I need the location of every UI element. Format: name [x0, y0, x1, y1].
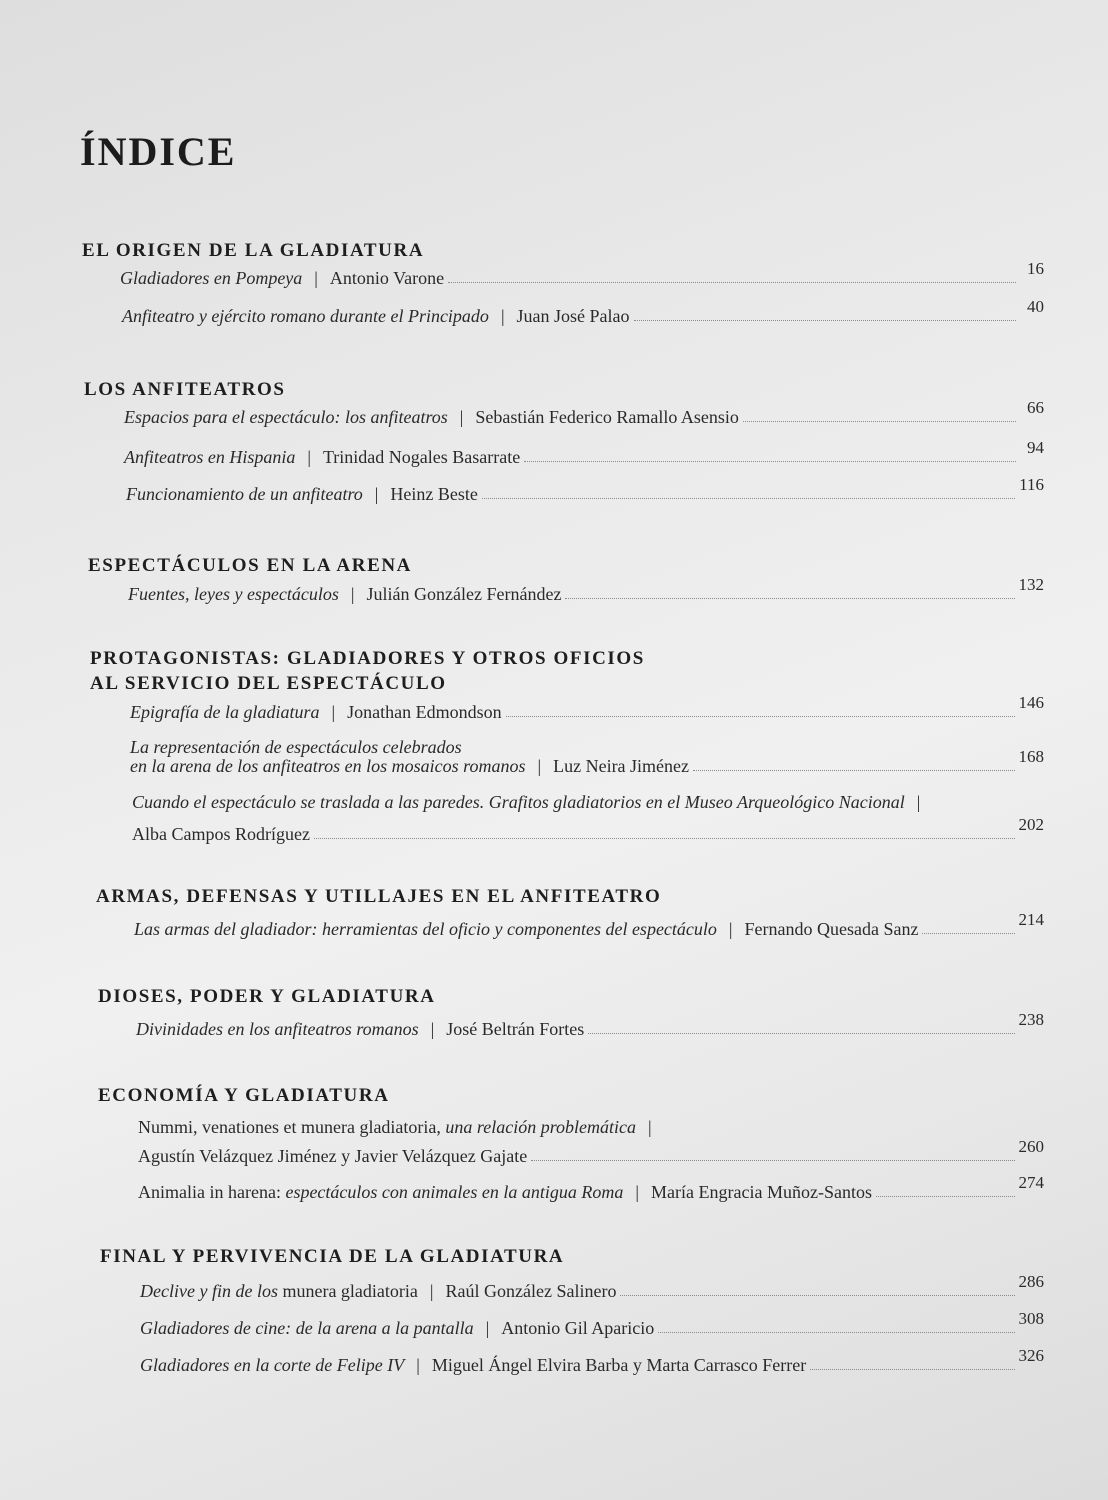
separator: |: [350, 584, 355, 604]
toc-entry-header: [132, 792, 932, 813]
dot-leader: [693, 770, 1014, 771]
section-title: ESPECTÁCULOS EN LA ARENA: [88, 555, 412, 576]
dot-leader: [922, 933, 1014, 934]
dot-leader: [588, 1033, 1014, 1034]
article-title: munera gladiatoria: [282, 1281, 418, 1301]
article-title: Nummi, venationes et munera gladiatoria,: [138, 1117, 441, 1137]
dot-leader: [565, 598, 1014, 599]
author: Alba Campos Rodríguez: [132, 824, 310, 844]
dot-leader: [876, 1196, 1015, 1197]
section-title: PROTAGONISTAS: GLADIADORES Y OTROS OFICIOS: [90, 648, 645, 669]
dot-leader: [743, 421, 1016, 422]
dot-leader: [634, 320, 1016, 321]
page-number: 214: [1018, 910, 1044, 929]
page-number: 66: [1027, 398, 1044, 417]
section-title: DIOSES, PODER Y GLADIATURA: [98, 986, 436, 1007]
page-number: 260: [1018, 1137, 1044, 1156]
page-number: 116: [1019, 475, 1044, 494]
author: José Beltrán Fortes: [446, 1019, 585, 1039]
section-title-continued: AL SERVICIO DEL ESPECTÁCULO: [90, 673, 447, 694]
separator: |: [429, 1281, 434, 1301]
author: Heinz Beste: [390, 484, 478, 504]
article-title: Animalia in harena:: [138, 1182, 281, 1202]
author: Agustín Velázquez Jiménez y Javier Velázquez Gajate: [138, 1146, 528, 1166]
section-title: FINAL Y PERVIVENCIA DE LA GLADIATURA: [100, 1246, 565, 1267]
author: Miguel Ángel Elvira Barba y Marta Carrasco Ferrer: [431, 1355, 807, 1375]
page-number: 168: [1018, 747, 1044, 766]
dot-leader: [506, 716, 1015, 717]
author: Juan José Palao: [516, 306, 630, 326]
toc-entry: [132, 815, 1044, 845]
page-number: 40: [1027, 297, 1044, 316]
author: Julián González Fernández: [366, 584, 562, 604]
article-title: Gladiadores en la corte de Felipe IV: [140, 1355, 405, 1375]
article-title: Fuentes, leyes y espectáculos: [128, 584, 339, 604]
toc-entry: [140, 1346, 1044, 1376]
toc-entry: [130, 693, 1044, 723]
page-number: 238: [1018, 1010, 1044, 1029]
article-title: Anfiteatro y ejército romano durante el Principado: [122, 306, 489, 326]
article-title-italic: Declive y fin de los: [140, 1281, 278, 1301]
dot-leader: [658, 1332, 1014, 1333]
article-title: Las armas del gladiador: herramientas del oficio y componentes del espectáculo: [134, 919, 717, 939]
dot-leader: [314, 838, 1015, 839]
toc-entry: [140, 1272, 1044, 1302]
toc-entry: [124, 398, 1044, 428]
toc-entry: [138, 1137, 1044, 1167]
separator: |: [430, 1019, 435, 1039]
page-number: 326: [1018, 1346, 1044, 1365]
article-title: Cuando el espectáculo se traslada a las paredes. Grafitos gladiatorios en el Museo Arqueológico Nacional: [132, 792, 905, 812]
author: Antonio Varone: [329, 268, 445, 288]
separator: |: [537, 756, 542, 776]
toc-entry: [138, 1173, 1044, 1203]
toc-entry: [124, 438, 1044, 468]
article-title: Funcionamiento de un anfiteatro: [126, 484, 363, 504]
article-title: Divinidades en los anfiteatros romanos: [136, 1019, 419, 1039]
article-title: Epigrafía de la gladiatura: [130, 702, 320, 722]
author: Sebastián Federico Ramallo Asensio: [475, 407, 739, 427]
page-number: 132: [1018, 575, 1044, 594]
dot-leader: [620, 1295, 1014, 1296]
page-number: 202: [1018, 815, 1044, 834]
separator: |: [648, 1117, 652, 1137]
section-title: ARMAS, DEFENSAS Y UTILLAJES EN EL ANFITEATRO: [96, 886, 662, 907]
separator: |: [307, 447, 311, 467]
section-title: ECONOMÍA Y GLADIATURA: [98, 1085, 390, 1106]
page-number: 286: [1018, 1272, 1044, 1291]
separator: |: [314, 268, 318, 288]
toc-entry: [136, 1010, 1044, 1040]
separator: |: [635, 1182, 640, 1202]
separator: |: [459, 407, 464, 427]
toc-entry: [126, 475, 1044, 505]
dot-leader: [524, 461, 1016, 462]
author: Raúl González Salinero: [445, 1281, 617, 1301]
dot-leader: [531, 1160, 1014, 1161]
page-number: 16: [1027, 259, 1044, 278]
author: María Engracia Muñoz-Santos: [651, 1182, 872, 1202]
article-title: Espacios para el espectáculo: los anfiteatros: [124, 407, 448, 427]
page-number: 274: [1018, 1173, 1044, 1192]
section-title: EL ORIGEN DE LA GLADIATURA: [82, 240, 425, 261]
author: Jonathan Edmondson: [347, 702, 502, 722]
toc-entry-header: [138, 1117, 664, 1138]
article-title-continued: en la arena de los anfiteatros en los mosaicos romanos: [130, 756, 526, 776]
page-number: 146: [1018, 693, 1044, 712]
page-title: ÍNDICE: [80, 129, 237, 174]
toc-entry: [140, 1309, 1044, 1339]
separator: |: [916, 792, 921, 812]
article-title: Anfiteatros en Hispania: [124, 447, 296, 467]
article-title: Gladiadores en Pompeya: [120, 268, 303, 288]
separator: |: [331, 702, 336, 722]
article-title-italic: una relación problemática: [445, 1117, 637, 1137]
dot-leader: [448, 282, 1016, 283]
dot-leader: [482, 498, 1015, 499]
article-title: Gladiadores de cine: de la arena a la pantalla: [140, 1318, 474, 1338]
author: Trinidad Nogales Basarrate: [322, 447, 521, 467]
toc-entry: [128, 575, 1044, 605]
separator: |: [485, 1318, 490, 1338]
separator: |: [728, 919, 733, 939]
separator: |: [374, 484, 379, 504]
article-title: La representación de espectáculos celebrados: [130, 737, 462, 757]
page-number: 94: [1027, 438, 1044, 457]
section-title: LOS ANFITEATROS: [84, 379, 286, 400]
author: Antonio Gil Aparicio: [501, 1318, 655, 1338]
author: Fernando Quesada Sanz: [744, 919, 919, 939]
dot-leader: [810, 1369, 1014, 1370]
separator: |: [500, 306, 505, 326]
author: Luz Neira Jiménez: [553, 756, 690, 776]
article-title-italic: espectáculos con animales en la antigua Roma: [285, 1182, 624, 1202]
toc-entry: [134, 910, 1044, 940]
separator: |: [416, 1355, 420, 1375]
toc-entry: [120, 259, 1044, 289]
toc-entry: [122, 297, 1044, 327]
page-number: 308: [1018, 1309, 1044, 1328]
